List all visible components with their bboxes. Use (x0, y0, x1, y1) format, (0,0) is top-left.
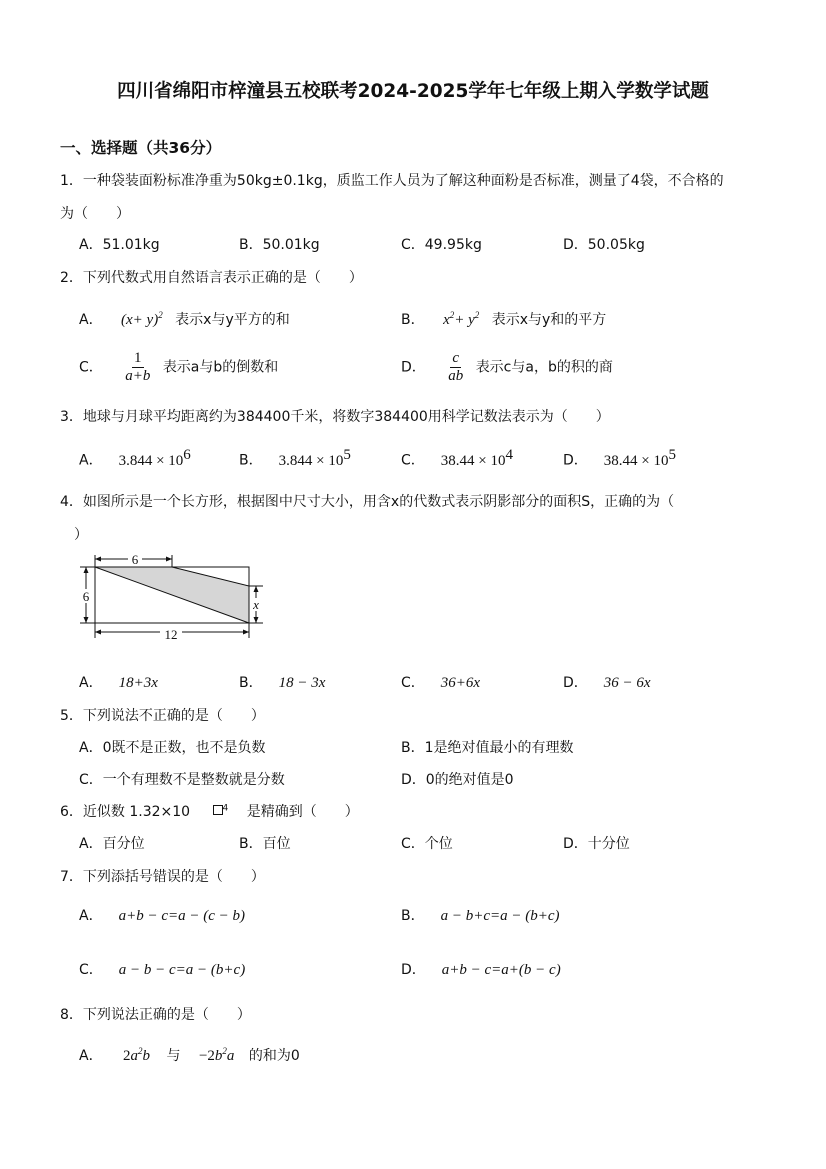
q2-option-b-expr: $x^2+ y^2$ (443, 310, 480, 328)
q2-option-c-label: C． (79, 359, 103, 376)
q8-option-a: A． $2a^2b$ 与 $-2b^2a$ 的和为0 (79, 1046, 300, 1064)
placeholder-box-icon (213, 805, 223, 815)
figure-label-top: 6 (131, 552, 139, 567)
q2-option-a-expr: $(x+ y)^2$ (121, 310, 163, 328)
q2-option-c (79, 350, 278, 385)
q6-option-b: B．百位 (239, 836, 291, 852)
question-3-stem: 3．地球与月球平均距离约为384400千米，将数字384400用科学记数法表示为（ ） (60, 409, 610, 425)
q4-option-c: C． 36+6x (401, 675, 481, 691)
q4-option-a: A． 18+3x (79, 675, 158, 691)
question-2-stem: 2．下列代数式用自然语言表示正确的是（ ） (60, 270, 363, 286)
question-8-stem: 8．下列说法正确的是（ ） (60, 1007, 251, 1023)
q5-option-b: B．1是绝对值最小的有理数 (401, 740, 574, 756)
q5-option-d: D．0的绝对值是0 (401, 772, 514, 788)
page-title: 四川省绵阳市梓潼县五校联考2024-2025学年七年级上期入学数学试题 (117, 81, 709, 102)
rectangle-figure (75, 550, 270, 645)
q8-expr-1: $2a^2b$ (123, 1046, 151, 1064)
section-heading-choice: 一、选择题（共36分） (60, 139, 222, 157)
q8-expr-2: $-2b^2a$ (198, 1046, 235, 1064)
q2-option-d-label: D． (401, 359, 426, 376)
q3-option-a: A． $3.844 \times 10^6$ (79, 447, 191, 469)
q6-option-c: C．个位 (401, 836, 453, 852)
q2-option-c-text: 表示a与b的倒数和 (162, 359, 279, 376)
q7-option-d: D． a+b − c=a+(b − c) (401, 962, 561, 978)
q1-option-c: C．49.95kg (401, 237, 482, 253)
q2-option-a-label: A． (79, 312, 103, 328)
q6-option-d: D．十分位 (563, 836, 630, 852)
q4-option-b: B． 18 − 3x (239, 675, 326, 691)
question-4-stem-cont: ） (74, 527, 88, 543)
q7-option-c: C． a − b − c=a − (b+c) (79, 962, 246, 978)
q2-option-b-label: B． (401, 312, 425, 328)
figure-label-left: 6 (82, 589, 90, 604)
question-5-stem: 5．下列说法不正确的是（ ） (60, 708, 265, 724)
q2-option-d-text: 表示c与a，b的积的商 (475, 359, 613, 376)
question-1-stem-cont: 为（ ） (60, 206, 130, 222)
q4-option-d: D． 36 − 6x (563, 675, 651, 691)
q3-option-b: B． $3.844 \times 10^5$ (239, 447, 351, 469)
q2-option-c-fraction: $\frac{1}{a+b}$ (125, 350, 151, 384)
question-6-stem: 6．近似数 1.32×10 $^4$ 是精确到（ ） (60, 803, 359, 820)
q3-option-d: D． $38.44 \times 10^5$ (563, 447, 676, 469)
q7-option-b: B． a − b+c=a − (b+c) (401, 908, 560, 924)
figure-label-bottom: 12 (164, 627, 178, 642)
q3-option-c: C． $38.44 \times 10^4$ (401, 447, 513, 469)
q2-option-a (79, 309, 290, 329)
q5-option-a: A．0既不是正数，也不是负数 (79, 740, 266, 756)
q5-option-c: C．一个有理数不是整数就是分数 (79, 772, 285, 788)
figure-label-right: x (253, 597, 259, 612)
q2-option-b-text: 表示x与y和的平方 (491, 312, 607, 328)
q6-option-a: A．百分位 (79, 836, 145, 852)
q2-option-d-fraction: $\frac{c}{ab}$ (448, 350, 464, 384)
q1-option-b: B．50.01kg (239, 237, 320, 253)
q2-option-d (401, 350, 613, 385)
q2-option-b (401, 309, 606, 329)
q7-option-a: A． a+b − c=a − (c − b) (79, 908, 245, 924)
q1-option-d: D．50.05kg (563, 237, 645, 253)
question-1-stem: 1．一种袋装面粉标准净重为50kg±0.1kg，质监工作人员为了解这种面粉是否标准，测量了4袋，不合格的 (60, 173, 724, 189)
q1-option-a: A．51.01kg (79, 237, 160, 253)
q2-option-a-text: 表示x与y平方的和 (175, 312, 290, 328)
question-7-stem: 7．下列添括号错误的是（ ） (60, 869, 265, 885)
question-4-stem: 4．如图所示是一个长方形，根据图中尺寸大小，用含x的代数式表示阴影部分的面积S，正确的为（ (60, 494, 675, 510)
